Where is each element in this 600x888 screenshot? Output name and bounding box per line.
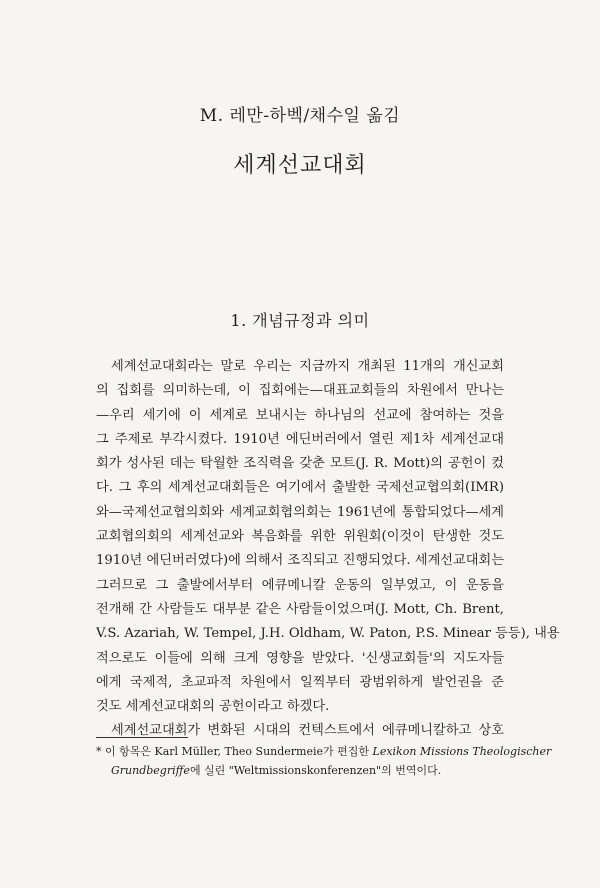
footnote-marker: *: [96, 745, 102, 758]
body-line: 그 주제로 부각시켰다. 1910년 에딘버러에서 열린 제1차 세계선교대: [96, 431, 504, 447]
footnote-text: 이 항목은 Karl Müller, Theo Sundermeie가 편집한: [105, 745, 370, 758]
body-line: —우리 세기에 이 세계로 보내시는 하나님의 선교에 참여하는 것을: [96, 407, 504, 423]
article-title: 세계선교대회: [233, 153, 367, 178]
footnote-text: 에 실린 "Weltmissionskonferenzen"의 번역이다.: [189, 764, 442, 777]
body-line: 적으로도 이들에 의해 크게 영향을 받았다. '신생교회들'의 지도자들: [96, 650, 504, 666]
body-line: 것도 세계선교대회의 공헌이라고 하겠다.: [96, 699, 330, 715]
footnote-divider: [96, 737, 188, 738]
body-line: 의 집회를 의미하는데, 이 집회에는—대표교회들의 차원에서 만나는: [96, 383, 504, 399]
footnote-line: [96, 742, 552, 761]
footnote-book-title: Grundbegriffe: [111, 764, 190, 777]
body-line: 그러므로 그 출발에서부터 에큐메니칼 운동의 일부였고, 이 운동을: [96, 577, 504, 593]
body-line: 전개해 간 사람들도 대부분 같은 사람들이었으며(J. Mott, Ch. Brent,: [96, 601, 504, 617]
body-line: 다. 그 후의 세계선교대회들은 여기에서 출발한 국제선교협의회(IMR): [96, 480, 504, 496]
body-line: 세계선교대회가 변화된 시대의 컨텍스트에서 에큐메니칼하고 상호: [111, 723, 504, 739]
footnote-line: [96, 761, 504, 780]
body-text: [96, 355, 560, 744]
body-line: 교회협의회의 세계선교와 복음화를 위한 위원회(이것이 탄생한 것도: [96, 529, 504, 545]
body-line: V.S. Azariah, W. Tempel, J.H. Oldham, W. Paton, P.S. Minear 등등), 내용: [96, 626, 560, 642]
body-line: 1910년 에딘버러였다)에 의해서 조직되고 진행되었다. 세계선교대회는: [96, 553, 504, 569]
body-line: 와—국제선교협의회와 세계교회협의회는 1961년에 통합되었다—세계: [96, 504, 504, 520]
author-translator-line: M. 레만-하벡/채수일 옮김: [199, 106, 401, 126]
footnote: [96, 742, 552, 780]
body-line: 세계선교대회라는 말로 우리는 지금까지 개최된 11개의 개신교회: [111, 359, 504, 374]
footnote-book-title: Lexikon Missions Theologischer: [372, 745, 552, 758]
body-line: 회가 성사된 데는 탁월한 조직력을 갖춘 모트(J. R. Mott)의 공헌이 컸: [96, 456, 504, 472]
section-heading: 1. 개념규정과 의미: [230, 311, 370, 330]
body-line: 에게 국제적, 초교파적 차원에서 일찍부터 광범위하게 발언권을 준: [96, 674, 504, 690]
